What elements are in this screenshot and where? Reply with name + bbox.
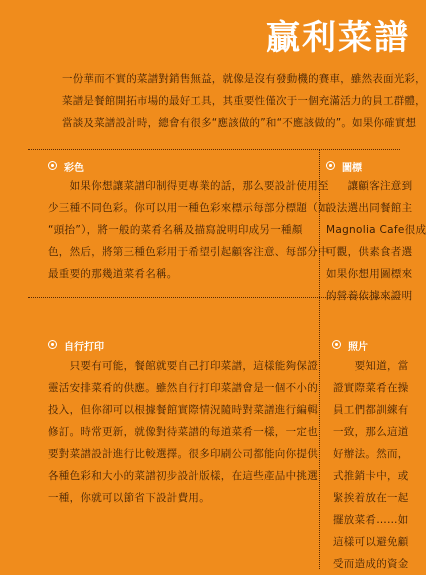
body-line: 讓顧客注意到 xyxy=(326,180,413,192)
body-line: 靈活安排菜肴的供應。雖然自行打印菜譜會是一個不小的 xyxy=(48,382,318,394)
body-line: 緊挨着放在一起 xyxy=(333,492,409,504)
body-line: Magnolia Cafe很成 xyxy=(326,224,426,236)
section-body-icons xyxy=(326,175,426,307)
body-line: 最重要的那幾道菜肴名稱。 xyxy=(48,268,178,280)
intro-line: 一份華而不實的菜譜對銷售無益，就像是沒有發動機的賽車，雖然表面光彩， xyxy=(62,73,426,85)
body-line: 要知道，當 xyxy=(333,360,409,372)
body-line: 受而造成的資金 xyxy=(333,558,409,570)
section-body-color xyxy=(48,175,329,285)
section-body-selfprint xyxy=(48,355,318,509)
body-line: 式推銷卡中，或 xyxy=(333,470,409,482)
bullet-icon xyxy=(326,161,335,170)
body-line: 一致，那么這道 xyxy=(333,426,409,438)
body-line: 色，然后，將第三種色彩用于希望引起顧客注意、每部分中 xyxy=(48,246,329,258)
divider-top xyxy=(28,149,400,150)
body-line: 修訂。時常更新，就像對待菜譜的每道菜肴一樣，一定也 xyxy=(48,426,318,438)
body-line: 擺放菜肴……如 xyxy=(333,514,409,526)
divider-lower-vertical xyxy=(319,298,320,569)
body-line: 各種色彩和大小的菜譜初步設計版樣，在這些產品中挑選 xyxy=(48,470,318,482)
intro-line: 當談及菜譜設計時，總會有很多“應該做的”和“不應該做的”。如果你確實想 xyxy=(62,117,417,129)
section-body-photos xyxy=(333,355,409,575)
body-line: 員工們都訓練有 xyxy=(333,404,409,416)
section-title: 照片 xyxy=(348,342,368,353)
body-line: 可觀，供素食者選 xyxy=(326,246,413,258)
body-line: “頭抬”），將一般的菜肴名稱及描寫說明印成另一種顏 xyxy=(48,224,303,236)
bullet-icon xyxy=(48,161,57,170)
intro-paragraph xyxy=(62,68,426,134)
body-line: 如果你想讓菜譜印制得更專業的話，那么要設計使用至 xyxy=(48,180,329,192)
section-title: 自行打印 xyxy=(64,342,104,353)
section-title: 彩色 xyxy=(64,163,84,174)
article-title: 贏利菜譜 xyxy=(266,18,410,58)
bullet-icon xyxy=(332,340,341,349)
body-line: 投入，但你卻可以根據餐館實際情況隨時對菜譜進行編輯 xyxy=(48,404,318,416)
body-line: 一種，你就可以節省下設計費用。 xyxy=(48,492,210,504)
body-line: 的營養依據來證明 xyxy=(326,290,413,302)
body-line: 如果你想用圖標來 xyxy=(326,268,413,280)
body-line: 要對菜譜設計進行比較選擇。很多印刷公司都能向你提供 xyxy=(48,448,318,460)
intro-line: 菜譜是餐館開拓市場的最好工具，其重要性僅次于一個充滿活力的員工群體， xyxy=(62,95,426,107)
body-line: 少三種不同色彩。你可以用一種色彩來標示每部分標題（如 xyxy=(48,202,329,214)
body-line: 這樣可以避免顧 xyxy=(333,536,409,548)
body-line: 證實際菜肴在操 xyxy=(333,382,409,394)
body-line: 只要有可能，餐館就要自己打印菜譜，這樣能夠保證 xyxy=(48,360,318,372)
body-line: 好辦法。然而， xyxy=(333,448,409,460)
section-title: 圖標 xyxy=(342,163,362,174)
body-line: 設法選出同餐館主 xyxy=(326,202,413,214)
bullet-icon xyxy=(48,340,57,349)
